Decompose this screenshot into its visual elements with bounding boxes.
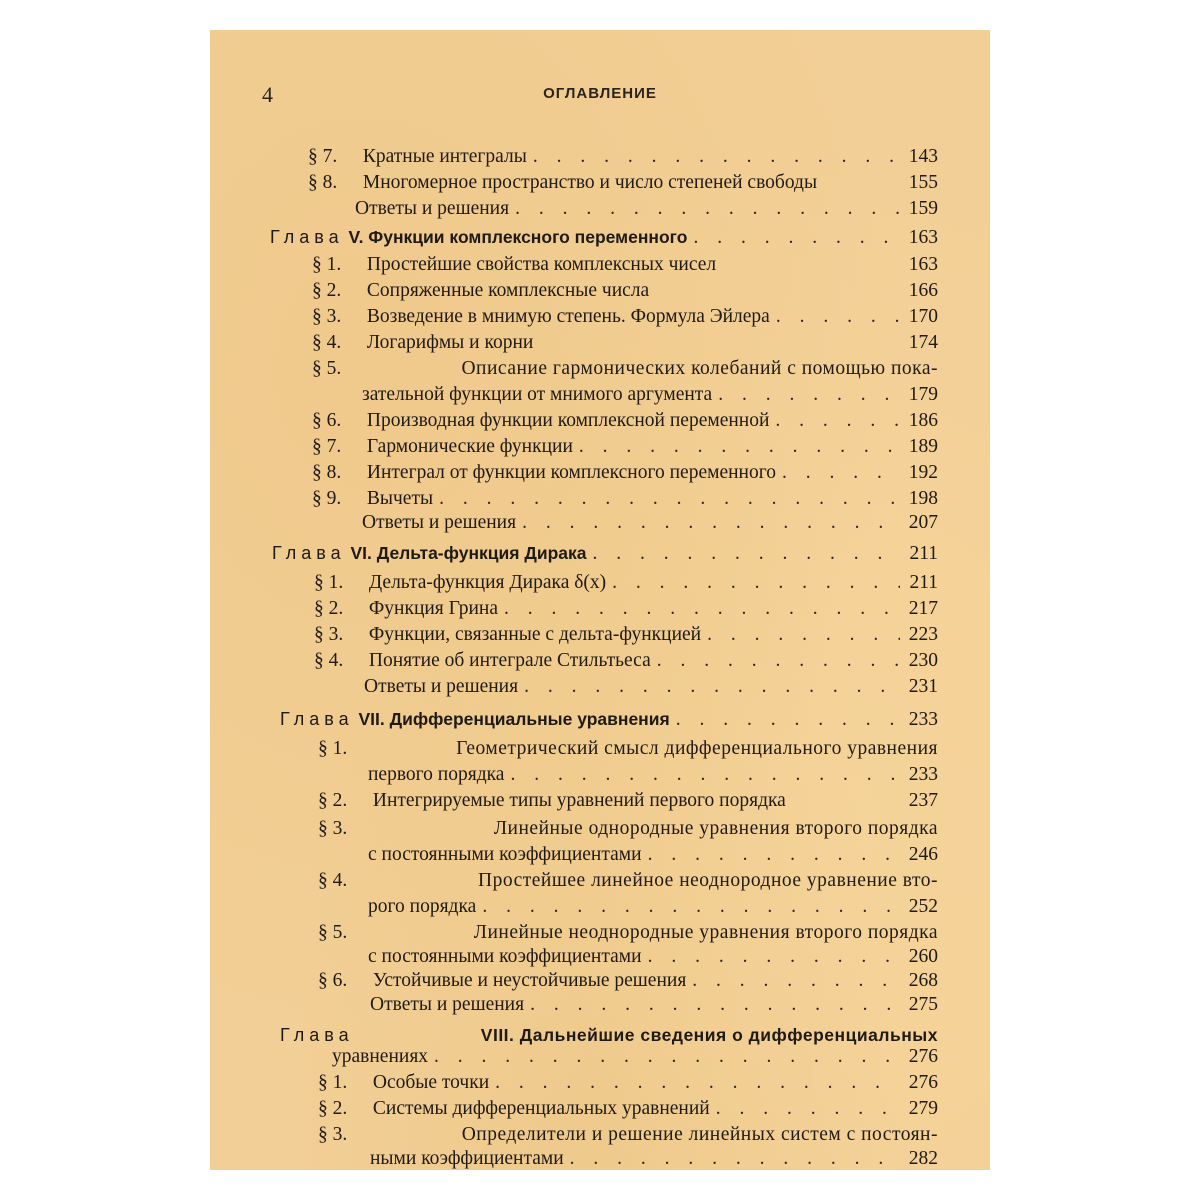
- toc-entry-line: [318, 816, 938, 842]
- toc-entry-line: [318, 868, 938, 894]
- section-number: § 1.: [318, 738, 348, 759]
- entry-title: Устойчивые и неустойчивые решения: [372, 970, 687, 991]
- page-ref: 192: [908, 462, 938, 483]
- entry-title: Многомерное пространство и число степеней свободы: [362, 172, 818, 193]
- page-ref: 231: [908, 676, 938, 697]
- page-ref: 174: [908, 332, 938, 353]
- toc-entry-line: [312, 304, 938, 330]
- toc-entry-line: [314, 596, 938, 622]
- toc-entry-line: [318, 1070, 938, 1096]
- page-ref: 252: [908, 896, 938, 917]
- section-number: § 6.: [312, 410, 342, 431]
- toc-entry-line: [312, 252, 938, 278]
- dot-leader: [524, 674, 900, 700]
- toc-entry-line: [362, 382, 938, 408]
- page-ref: 276: [908, 1072, 938, 1093]
- section-number: § 4.: [312, 332, 342, 353]
- toc-entry-line: [318, 788, 938, 814]
- page-ref: 163: [908, 227, 938, 248]
- entry-title: Простейшие свойства комплексных чисел: [366, 254, 717, 275]
- page-ref: 159: [908, 198, 938, 219]
- entry-title: с постоянными коэффициентами: [368, 946, 642, 967]
- section-number: § 1.: [314, 572, 344, 593]
- entry-title: Линейные однородные уравнения второго порядка: [493, 818, 938, 839]
- dot-leader: [570, 1146, 900, 1172]
- entry-title: с постоянными коэффициентами: [368, 844, 642, 865]
- page-ref: 276: [908, 1046, 938, 1067]
- toc-entry-line: [312, 460, 938, 486]
- page-ref: 233: [908, 764, 938, 785]
- dot-leader: [782, 460, 900, 486]
- chapter-title: V. Функции комплексного переменного: [348, 227, 688, 247]
- section-number: § 2.: [314, 598, 344, 619]
- entry-title: Функции, связанные с дельта-функцией: [368, 624, 702, 645]
- section-number: § 2.: [318, 790, 348, 811]
- entry-title: Возведение в мнимую степень. Формула Эйлера: [366, 306, 770, 327]
- page-ref: 211: [909, 543, 938, 564]
- toc-entry-line: [312, 356, 938, 382]
- chapter-title: VII. Дифференциальные уравнения: [358, 709, 670, 729]
- entry-title: Ответы и решения: [370, 994, 525, 1015]
- dot-leader: [495, 1070, 900, 1096]
- page-ref: 143: [908, 146, 938, 167]
- entry-title: Функция Грина: [368, 598, 498, 619]
- entry-title: Простейшее линейное неоднородное уравнение вто-: [478, 870, 938, 891]
- entry-title: Понятие об интеграле Стильтьеса: [368, 650, 651, 671]
- toc-entry-line: [308, 170, 938, 196]
- section-number: § 5.: [318, 922, 348, 943]
- dot-leader: [482, 894, 900, 920]
- entry-title: Описание гармонических колебаний с помощью пока-: [461, 358, 938, 379]
- toc-entry-line: [318, 968, 938, 994]
- dot-leader: [612, 570, 900, 596]
- entry-title: ными коэффициентами: [370, 1148, 564, 1169]
- dot-leader: [579, 434, 900, 460]
- section-number: § 3.: [312, 306, 342, 327]
- entry-title: Логарифмы и корни: [366, 332, 534, 353]
- entry-title: Системы дифференциальных уравнений: [372, 1098, 710, 1119]
- dot-leader: [707, 622, 900, 648]
- toc-entry-line: [332, 1044, 938, 1070]
- page-ref: 217: [908, 598, 938, 619]
- section-number: § 9.: [312, 488, 342, 509]
- entry-title: Особые точки: [372, 1072, 490, 1093]
- page-ref: 246: [908, 844, 938, 865]
- page-ref: 211: [909, 572, 938, 593]
- entry-title: Гармонические функции: [366, 436, 573, 457]
- section-number: § 7.: [312, 436, 342, 457]
- entry-title: Линейные неоднородные уравнения второго порядка: [473, 922, 938, 943]
- dot-leader: [510, 762, 900, 788]
- toc-entry-line: [318, 736, 938, 762]
- page-ref: 166: [908, 280, 938, 301]
- page-ref: 237: [908, 790, 938, 811]
- section-number: § 8.: [308, 172, 338, 193]
- entry-title: Интегрируемые типы уравнений первого порядка: [372, 790, 786, 811]
- toc-entry-line: [368, 894, 938, 920]
- page-ref: 230: [908, 650, 938, 671]
- toc-entry-line: [312, 408, 938, 434]
- entry-title: Кратные интегралы: [362, 146, 527, 167]
- dot-leader: [657, 648, 900, 674]
- dot-leader: [718, 382, 900, 408]
- page-ref: 170: [908, 306, 938, 327]
- section-number: § 2.: [318, 1098, 348, 1119]
- page-ref: 179: [908, 384, 938, 405]
- toc-chapter-line: [270, 224, 938, 250]
- entry-title: Ответы и решения: [355, 198, 510, 219]
- section-number: § 5.: [312, 358, 342, 379]
- section-number: § 1.: [318, 1072, 348, 1093]
- dot-leader: [716, 1096, 900, 1122]
- dot-leader: [434, 1044, 900, 1070]
- toc-chapter-line: [272, 540, 938, 566]
- toc-entry-line: [312, 486, 938, 512]
- section-number: § 2.: [312, 280, 342, 301]
- toc-entry-line: [318, 920, 938, 946]
- chapter-title: VIII. Дальнейшие сведения о дифференциальных: [480, 1025, 938, 1045]
- page-ref: 268: [908, 970, 938, 991]
- page-number: 4: [262, 82, 273, 107]
- dot-leader: [533, 144, 900, 170]
- section-number: § 4.: [314, 650, 344, 671]
- section-number: § 3.: [318, 818, 348, 839]
- page-ref: 189: [908, 436, 938, 457]
- section-number: § 1.: [312, 254, 342, 275]
- dot-leader: [692, 968, 900, 994]
- toc-entry-line: [318, 1096, 938, 1122]
- page-ref: 279: [908, 1098, 938, 1119]
- chapter-title: VI. Дельта-функция Дирака: [350, 543, 587, 563]
- page-ref: 198: [908, 488, 938, 509]
- toc-entry-line: [355, 196, 938, 222]
- dot-leader: [439, 486, 900, 512]
- toc-entry-line: [314, 648, 938, 674]
- toc-entry-line: [314, 622, 938, 648]
- book-page: [210, 30, 990, 1170]
- toc-entry-line: [318, 1122, 938, 1148]
- entry-title: зательной функции от мнимого аргумента: [362, 384, 713, 405]
- toc-entry-line: [312, 278, 938, 304]
- toc-entry-line: [370, 1146, 938, 1172]
- entry-title: первого порядка: [368, 764, 505, 785]
- entry-title: Определители и решение линейных систем с постоян-: [461, 1124, 938, 1145]
- page-ref: 186: [908, 410, 938, 431]
- entry-title: уравнениях: [332, 1046, 429, 1067]
- toc-chapter-line: [280, 706, 938, 732]
- section-number: § 3.: [318, 1124, 348, 1145]
- section-number: § 6.: [318, 970, 348, 991]
- entry-title: Сопряженные комплексные числа: [366, 280, 650, 301]
- page-ref: 275: [908, 994, 938, 1015]
- entry-title: Геометрический смысл дифференциального уравнения: [456, 738, 938, 759]
- toc-entry-line: [368, 944, 938, 970]
- page-ref: 233: [908, 709, 938, 730]
- page-ref: 282: [908, 1148, 938, 1169]
- section-number: § 8.: [312, 462, 342, 483]
- entry-title: Вычеты: [366, 488, 434, 509]
- chapter-word: Глава: [280, 709, 354, 729]
- toc-entry-line: [368, 762, 938, 788]
- toc-entry-line: [308, 144, 938, 170]
- toc-entry-line: [364, 674, 938, 700]
- section-number: § 3.: [314, 624, 344, 645]
- entry-title: Производная функции комплексной переменной: [366, 410, 770, 431]
- page-ref: 223: [908, 624, 938, 645]
- toc-entry-line: [370, 992, 938, 1018]
- page-ref: 260: [908, 946, 938, 967]
- toc-entry-line: [314, 570, 938, 596]
- toc-entry-line: [312, 434, 938, 460]
- dot-leader: [522, 510, 900, 536]
- dot-leader: [515, 196, 900, 222]
- toc-entry-line: [368, 842, 938, 868]
- page-ref: 207: [908, 512, 938, 533]
- dot-leader: [648, 842, 900, 868]
- dot-leader: [775, 408, 900, 434]
- dot-leader: [693, 225, 900, 251]
- entry-title: Ответы и решения: [364, 676, 519, 697]
- dot-leader: [776, 304, 900, 330]
- entry-title: Дельта-функция Дирака δ(x): [368, 572, 607, 593]
- section-number: § 7.: [308, 146, 338, 167]
- page-ref: 163: [908, 254, 938, 275]
- page-ref: 155: [908, 172, 938, 193]
- dot-leader: [504, 596, 900, 622]
- chapter-word: Глава: [270, 227, 344, 247]
- dot-leader: [530, 992, 900, 1018]
- toc-entry-line: [362, 510, 938, 536]
- section-number: § 4.: [318, 870, 348, 891]
- dot-leader: [676, 707, 900, 733]
- entry-title: Интеграл от функции комплексного переменного: [366, 462, 776, 483]
- chapter-word: Глава: [280, 1025, 354, 1045]
- entry-title: рого порядка: [368, 896, 477, 917]
- chapter-word: Глава: [272, 543, 346, 563]
- toc-entry-line: [312, 330, 938, 356]
- entry-title: Ответы и решения: [362, 512, 517, 533]
- dot-leader: [593, 541, 900, 567]
- dot-leader: [648, 944, 900, 970]
- running-title: ОГЛАВЛЕНИЕ: [543, 85, 657, 102]
